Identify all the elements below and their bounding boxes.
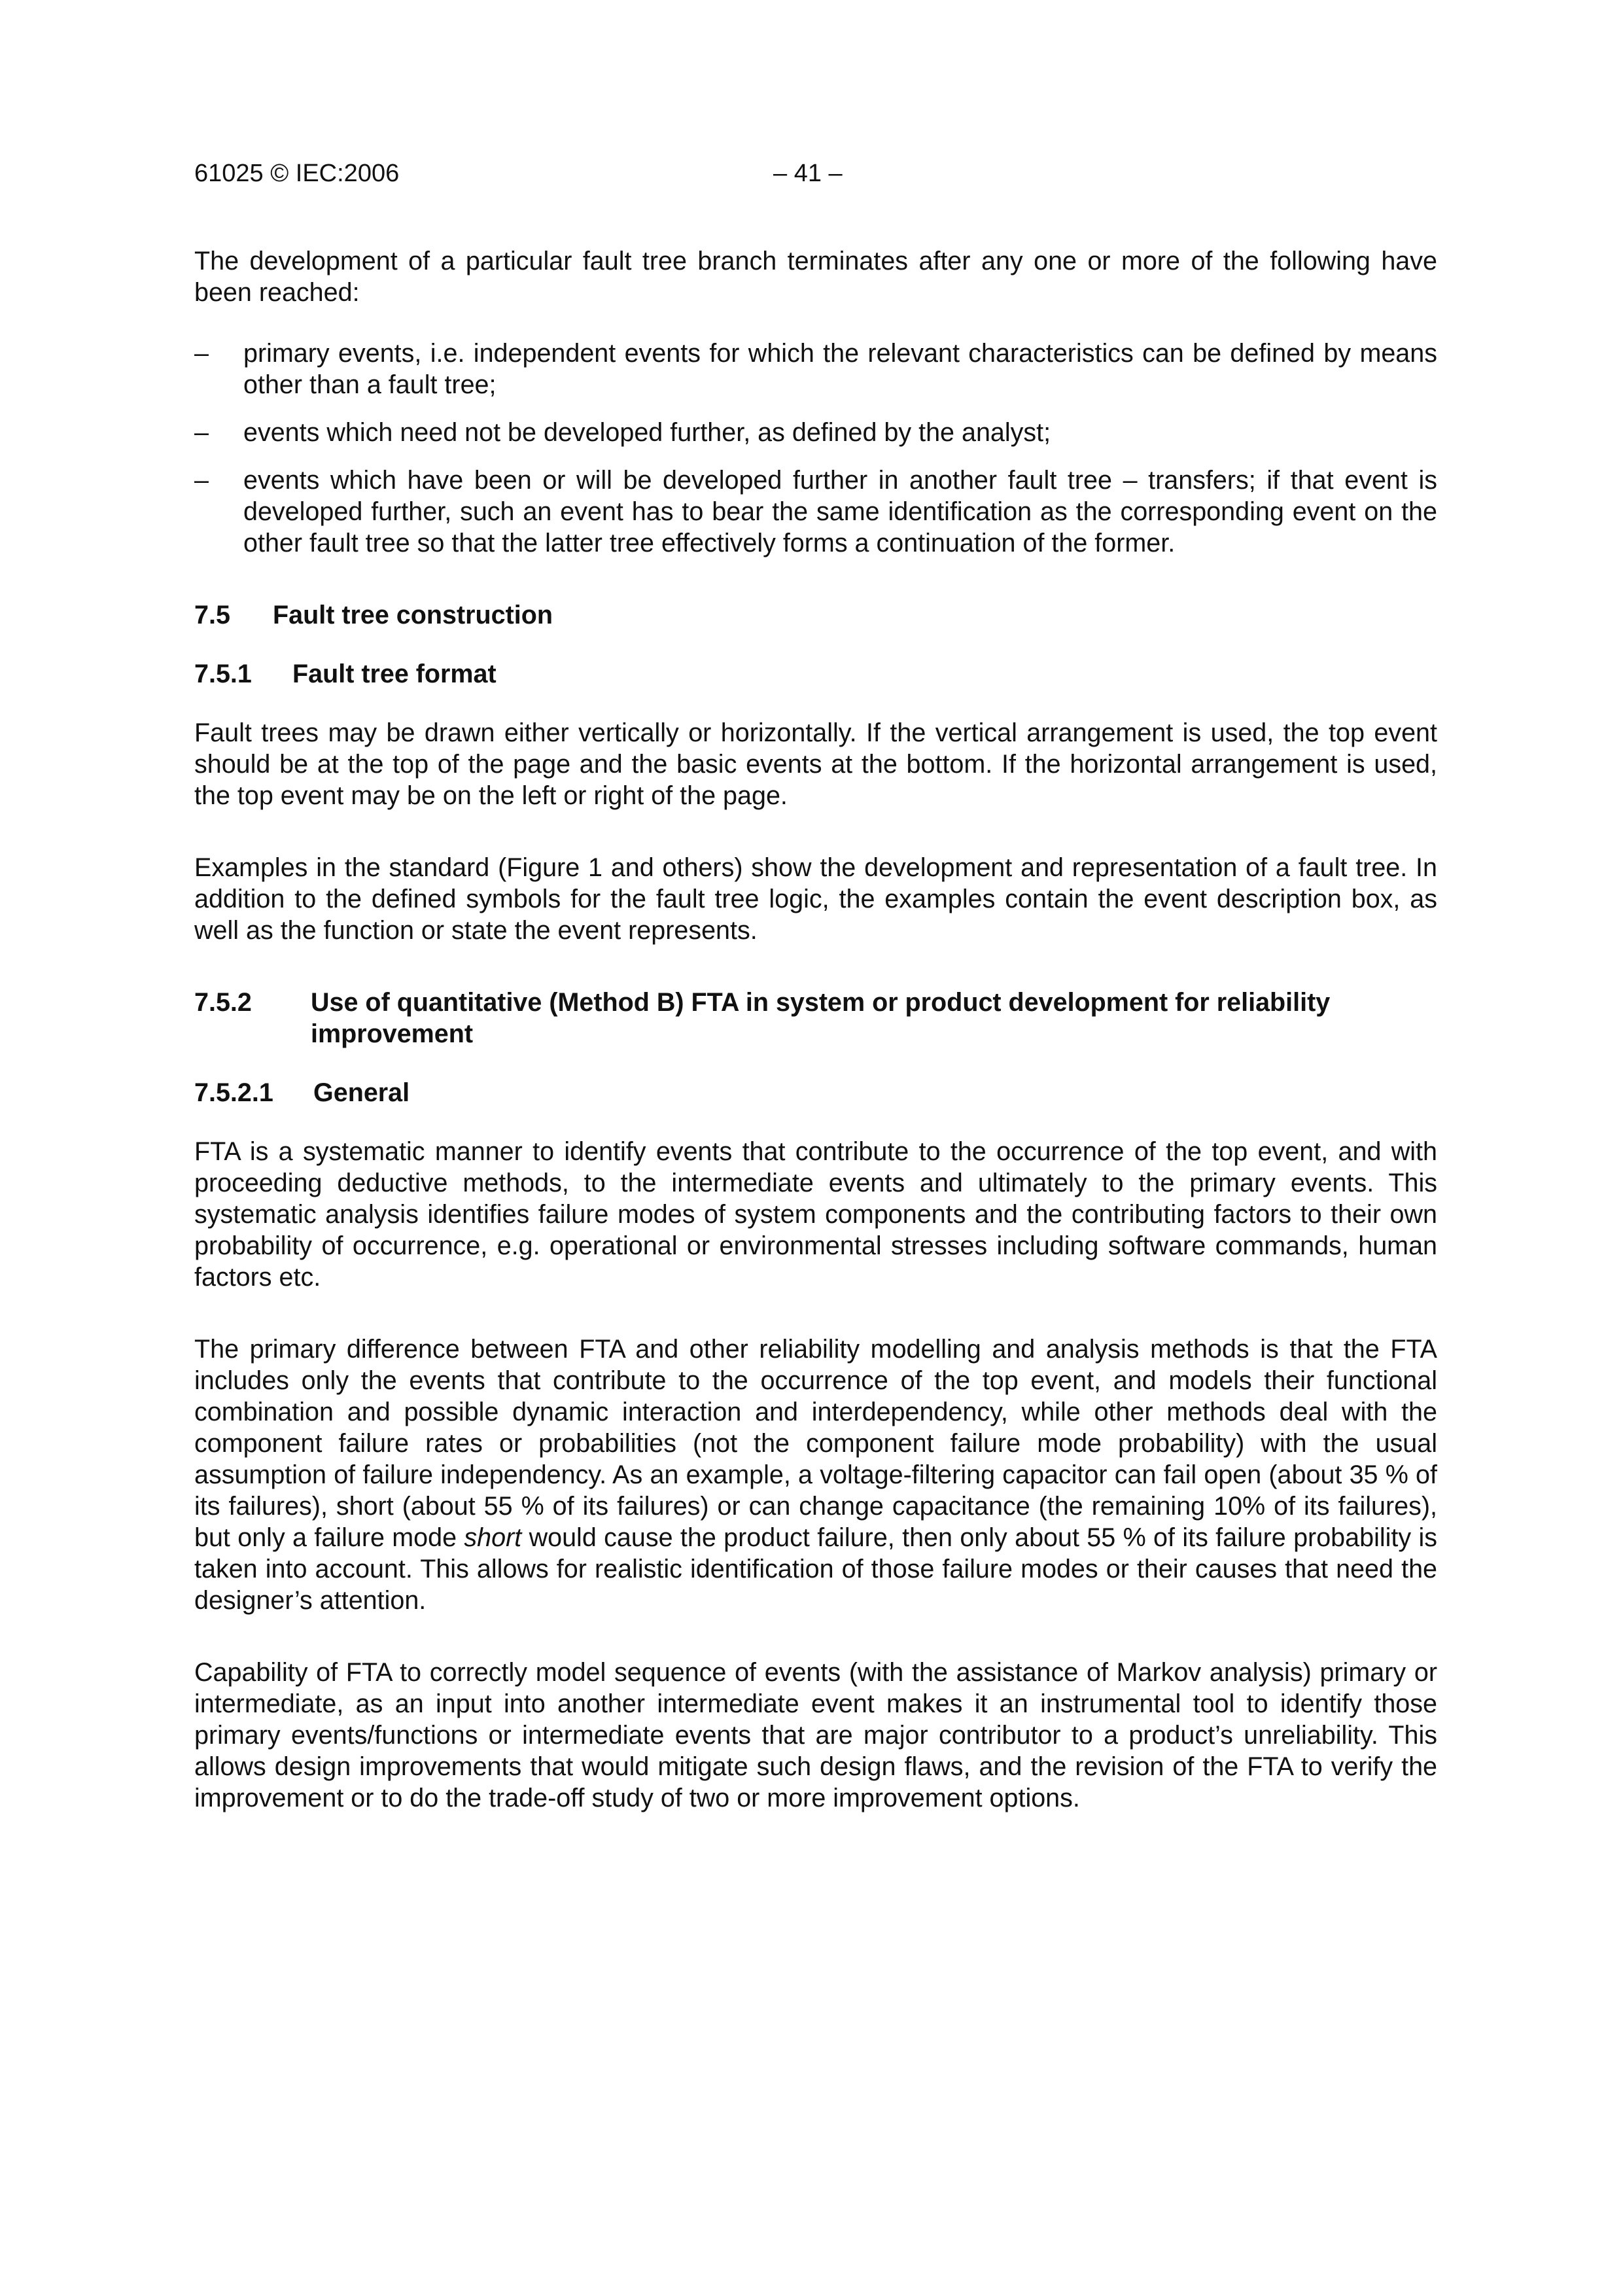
fault-tree-format-paragraph-2: Examples in the standard (Figure 1 and others) show the development and representation of a fault tree. In addition to the defined symbols for the fault tree logic, the examples contain the event description box, as well as the function or state the event represents.: [194, 853, 1437, 945]
document-code: 61025 © IEC:2006: [194, 160, 400, 187]
section-title: General: [313, 1078, 410, 1107]
section-number: 7.5.2.1: [194, 1078, 273, 1107]
dash-marker: –: [194, 466, 209, 495]
general-paragraph-1: FTA is a systematic manner to identify events that contribute to the occurrence of the top event, and with proceeding deductive methods, to the intermediate events and ultimately to the primary events. This systematic analysis identifies failure modes of system components and the contributing factors to their own probability of occurrence, e.g. operational or environmental stresses including software commands, human factors etc.: [194, 1137, 1437, 1292]
section-title: Use of quantitative (Method B) FTA in system or product development for reliability improvement: [311, 988, 1331, 1048]
emphasis-short: short: [464, 1523, 522, 1552]
page-header: [194, 156, 1437, 195]
section-number: 7.5.1: [194, 660, 252, 688]
general-paragraph-3: Capability of FTA to correctly model sequence of events (with the assistance of Markov analysis) primary or intermediate, as an input into another intermediate event makes it an instrumental tool to identify those primary events/functions or intermediate events that are major contributor to a product’s unreliability. This allows design improvements that would mitigate such design flaws, and the revision of the FTA to verify the improvement or to do the trade-off study of two or more improvement options.: [194, 1658, 1437, 1812]
list-item-text: events which have been or will be developed further in another fault tree – transfers; if that event is developed further, such an event has to bear the same identification as the corresponding event on the other fault tree so that the latter tree effectively forms a continuation of the former.: [243, 466, 1437, 557]
termination-list: [194, 338, 1437, 559]
section-heading-7-5-2-1: [194, 1077, 1437, 1108]
list-item-text: primary events, i.e. independent events for which the relevant characteristics can be defined by means other than a fault tree;: [243, 339, 1437, 399]
section-title: Fault tree construction: [273, 601, 553, 629]
general-paragraph-2: [194, 1333, 1437, 1616]
section-heading-7-5-2: [194, 987, 1437, 1050]
section-title: Fault tree format: [292, 660, 497, 688]
paragraph-text-part: would cause the product failure, then only about 55 % of its failure probability is taken into account. This allows for realistic identification of those failure modes or their causes that need the designer’s attention.: [194, 1523, 1437, 1615]
fault-tree-format-paragraph-1: Fault trees may be drawn either vertically or horizontally. If the vertical arrangement is used, the top event should be at the top of the page and the basic events at the bottom. If the horizontal arrangement is used, the top event may be on the left or right of the page.: [194, 718, 1437, 810]
list-item: [194, 338, 1437, 400]
dash-marker: –: [194, 339, 209, 368]
list-item: [194, 465, 1437, 559]
intro-paragraph: The development of a particular fault tree branch terminates after any one or more of the following have been reached:: [194, 247, 1437, 307]
page-number: – 41 –: [773, 160, 843, 187]
section-heading-7-5-1: [194, 658, 1437, 690]
section-heading-7-5: [194, 599, 1437, 631]
section-number: 7.5: [194, 601, 230, 629]
section-number: 7.5.2: [194, 988, 252, 1017]
dash-marker: –: [194, 418, 209, 447]
list-item-text: events which need not be developed further, as defined by the analyst;: [243, 418, 1051, 447]
list-item: [194, 417, 1437, 448]
page-content: [194, 245, 1437, 1854]
paragraph-text-part: The primary difference between FTA and other reliability modelling and analysis methods is that the FTA includes only the events that contribute to the occurrence of the top event, and models their functional combination and possible dynamic interaction and interdependency, while other methods deal with the component failure rates or probabilities (not the component failure mode probability) with the usual assumption of failure independency. As an example, a voltage-filtering capacitor can fail open (about 35 % of its failures), short (about 55 % of its failures) or can change capacitance (the remaining 10% of its failures), but only a failure mode: [194, 1335, 1437, 1552]
